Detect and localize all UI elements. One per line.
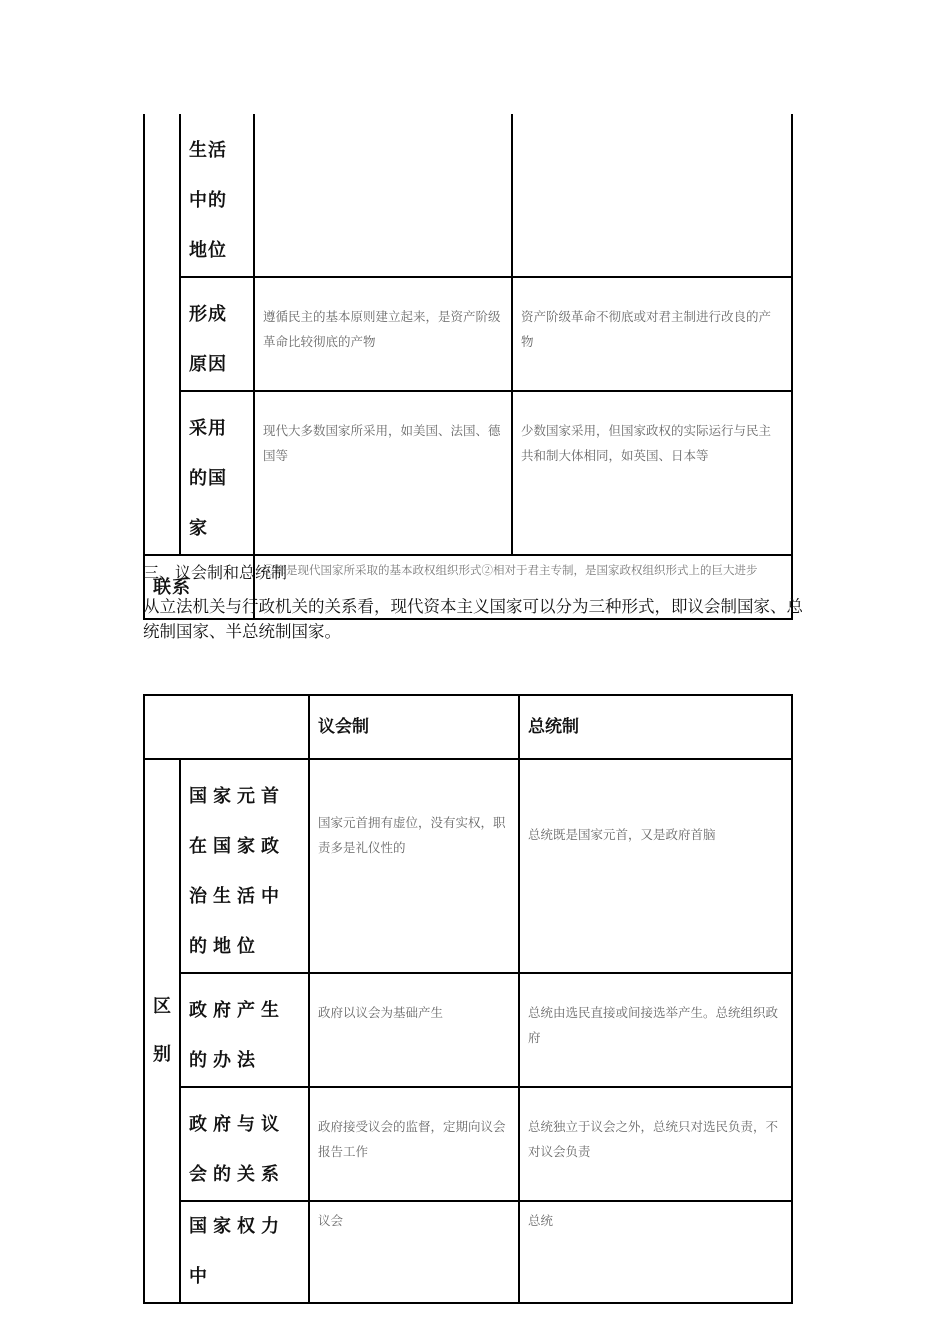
header-presidential: 总统制 [519, 695, 792, 759]
group-column [144, 114, 180, 555]
row-label-power-center: 国家权力中 [180, 1201, 309, 1303]
cell-power-presidential: 总统 [519, 1201, 792, 1303]
cell-formation-parliamentary: 政府以议会为基础产生 [309, 973, 519, 1087]
cell-reason-democratic: 遵循民主的基本原则建立起来，是资产阶级革命比较彻底的产物 [254, 277, 512, 391]
group-label-difference: 区别 [144, 759, 180, 1303]
row-label-relation: 联系 [144, 555, 254, 619]
cell-head-of-state-parliamentary: 国家元首拥有虚位，没有实权，职责多是礼仪性的 [309, 759, 519, 973]
row-label-reason: 形成原因 [180, 277, 254, 391]
cell-head-of-state-presidential: 总统既是国家元首，又是政府首脑 [519, 759, 792, 973]
cell-formation-presidential: 总统由选民直接或间接选举产生。总统组织政府 [519, 973, 792, 1087]
cell-reason-monarchy: 资产阶级革命不彻底或对君主制进行改良的产物 [512, 277, 792, 391]
cell-countries-democratic: 现代大多数国家所采用，如美国、法国、德国等 [254, 391, 512, 555]
cell-relation-presidential: 总统独立于议会之外，总统只对选民负责，不对议会负责 [519, 1087, 792, 1201]
cell-relation-parliamentary: 政府接受议会的监督，定期向议会报告工作 [309, 1087, 519, 1201]
row-label-government-formation: 政府产生的办法 [180, 973, 309, 1087]
header-parliamentary: 议会制 [309, 695, 519, 759]
header-empty-cell [144, 695, 309, 759]
cell-power-parliamentary: 议会 [309, 1201, 519, 1303]
row-label-government-parliament-relation: 政府与议会的关系 [180, 1087, 309, 1201]
row-label-head-of-state: 国家元首在国家政治生活中的地位 [180, 759, 309, 973]
row-label-countries: 采用的国家 [180, 391, 254, 555]
row-label-status: 生活中的地位 [180, 114, 254, 277]
comparison-table-2 [143, 694, 793, 1304]
section-title: 三、议会制和总统制 [143, 563, 288, 582]
section-paragraph: 从立法机关与行政机关的关系看，现代资本主义国家可以分为三种形式，即议会制国家、总统制国家、半总统制国家。 [143, 597, 803, 641]
cell-relation: ①都是现代国家所采取的基本政权组织形式②相对于君主专制，是国家政权组织形式上的巨大进步 [254, 555, 792, 619]
cell-countries-monarchy: 少数国家采用，但国家政权的实际运行与民主共和制大体相同，如英国、日本等 [512, 391, 792, 555]
comparison-table-1 [143, 114, 793, 620]
cell-status-monarchy [512, 114, 792, 277]
cell-status-democratic [254, 114, 512, 277]
